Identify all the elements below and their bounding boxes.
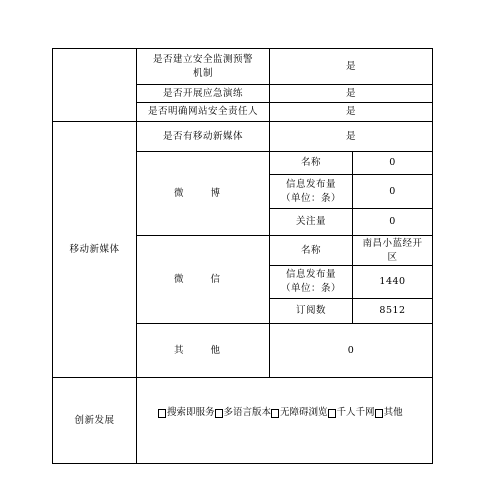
weixin-posts-label: 信息发布量 （单位：条） bbox=[280, 269, 341, 294]
checkbox-icon[interactable] bbox=[375, 409, 383, 418]
other-media-label: 其 他 bbox=[173, 344, 233, 356]
security-monitoring-value: 是 bbox=[345, 60, 356, 72]
option-personalized[interactable] bbox=[328, 403, 375, 423]
rule bbox=[432, 48, 433, 464]
weibo-name-label: 名称 bbox=[300, 157, 321, 168]
weibo-followers-value: 0 bbox=[389, 216, 396, 227]
weixin-subscribers-label: 订阅数 bbox=[295, 305, 326, 316]
option-other[interactable] bbox=[375, 403, 403, 423]
security-owner-label: 是否明确网站安全责任人 bbox=[147, 106, 258, 117]
checkbox-icon[interactable] bbox=[328, 409, 336, 418]
option-multilingual[interactable] bbox=[215, 403, 272, 423]
checkbox-icon[interactable] bbox=[271, 409, 279, 418]
option-label: 多语言版本 bbox=[223, 407, 272, 418]
option-accessibility[interactable] bbox=[271, 403, 328, 423]
emergency-drill-value: 是 bbox=[345, 87, 356, 99]
rule bbox=[52, 463, 433, 464]
option-search-as-service[interactable] bbox=[158, 403, 215, 423]
option-label: 千人千网 bbox=[336, 407, 375, 418]
innovation-section-label: 创新发展 bbox=[74, 414, 115, 426]
checkbox-icon[interactable] bbox=[158, 409, 166, 418]
option-label: 搜索即服务 bbox=[167, 407, 215, 418]
security-monitoring-label: 是否建立安全监测预警 机制 bbox=[152, 53, 253, 79]
security-owner-value: 是 bbox=[345, 106, 356, 117]
weixin-name-value: 南昌小蓝经开 区 bbox=[362, 237, 423, 263]
weibo-followers-label: 关注量 bbox=[295, 216, 326, 227]
emergency-drill-label: 是否开展应急演练 bbox=[162, 87, 243, 99]
mobile-media-section-label: 移动新媒体 bbox=[69, 243, 120, 255]
weibo-posts-label: 信息发布量 （单位：条） bbox=[280, 178, 341, 204]
weibo-name-value: 0 bbox=[389, 157, 396, 168]
checkbox-icon[interactable] bbox=[215, 409, 223, 418]
option-label: 无障碍浏览 bbox=[280, 407, 328, 418]
option-label: 其他 bbox=[383, 407, 403, 418]
innovation-options bbox=[158, 403, 433, 423]
weixin-subscribers-value: 8512 bbox=[379, 305, 406, 316]
weixin-label: 微 信 bbox=[173, 273, 233, 285]
weibo-posts-value: 0 bbox=[389, 185, 396, 197]
has-mobile-media-label: 是否有移动新媒体 bbox=[162, 130, 243, 142]
weixin-name-label: 名称 bbox=[300, 244, 321, 256]
weixin-posts-value: 1440 bbox=[379, 276, 406, 287]
has-mobile-media-value: 是 bbox=[345, 130, 356, 142]
other-media-value: 0 bbox=[347, 344, 355, 356]
weibo-label: 微 博 bbox=[173, 187, 233, 199]
